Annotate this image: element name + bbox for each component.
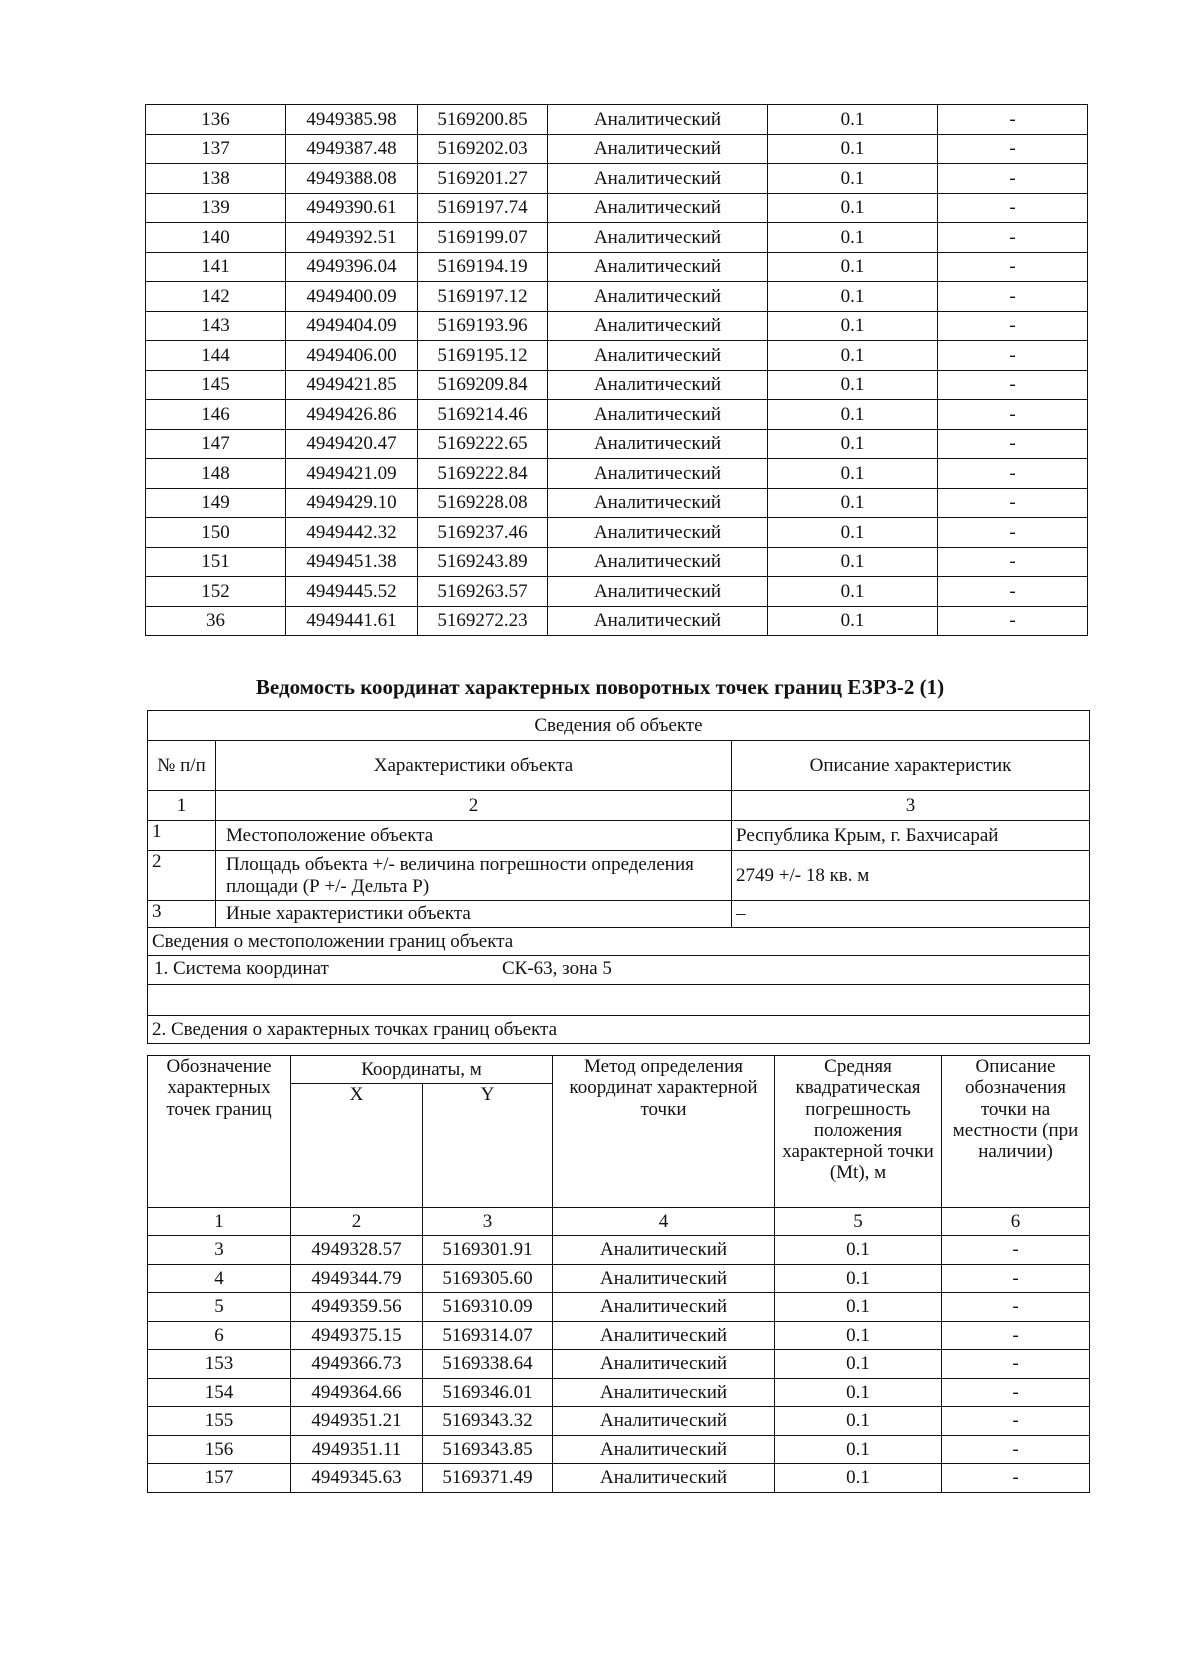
description: - — [938, 341, 1088, 371]
index-cell: 5 — [775, 1208, 942, 1236]
table-row — [146, 282, 1088, 312]
coord-y: 5169343.85 — [423, 1435, 553, 1464]
col-description-header: Описание характеристик — [732, 741, 1090, 791]
table-row — [146, 606, 1088, 636]
coord-y: 5169272.23 — [418, 606, 548, 636]
error-header: Средняя квадратическая погрешность положения характерной точки (Mt), м — [775, 1056, 942, 1208]
coord-x: 4949364.66 — [291, 1378, 423, 1407]
error: 0.1 — [775, 1321, 942, 1350]
coord-system-label: 1. Система координат — [154, 958, 329, 979]
error: 0.1 — [768, 193, 938, 223]
point-id: 142 — [146, 282, 286, 312]
coord-y: 5169222.65 — [418, 429, 548, 459]
table-row — [148, 1464, 1090, 1493]
divider — [148, 984, 1089, 985]
point-id: 137 — [146, 134, 286, 164]
method: Аналитический — [553, 1321, 775, 1350]
table-row — [146, 223, 1088, 253]
table-row — [146, 311, 1088, 341]
table-row — [148, 1378, 1090, 1407]
method: Аналитический — [548, 577, 768, 607]
method: Аналитический — [548, 105, 768, 135]
error: 0.1 — [775, 1464, 942, 1493]
coord-y: 5169305.60 — [423, 1264, 553, 1293]
error: 0.1 — [768, 459, 938, 489]
method: Аналитический — [553, 1236, 775, 1265]
error: 0.1 — [768, 547, 938, 577]
coord-y: 5169343.32 — [423, 1407, 553, 1436]
method: Аналитический — [548, 459, 768, 489]
table-row — [146, 400, 1088, 430]
coord-y: 5169314.07 — [423, 1321, 553, 1350]
table-row — [148, 1236, 1090, 1265]
description: - — [938, 223, 1088, 253]
point-id: 148 — [146, 459, 286, 489]
coord-y: 5169237.46 — [418, 518, 548, 548]
error: 0.1 — [775, 1264, 942, 1293]
method: Аналитический — [548, 134, 768, 164]
description: - — [938, 252, 1088, 282]
error: 0.1 — [768, 400, 938, 430]
point-id: 140 — [146, 223, 286, 253]
row-label: Иные характеристики объекта — [216, 901, 732, 928]
coord-x: 4949359.56 — [291, 1293, 423, 1322]
point-id: 154 — [148, 1378, 291, 1407]
description: - — [938, 429, 1088, 459]
point-id: 147 — [146, 429, 286, 459]
coord-y: 5169371.49 — [423, 1464, 553, 1493]
point-id: 6 — [148, 1321, 291, 1350]
row-value: Республика Крым, г. Бахчисарай — [732, 821, 1090, 851]
coord-x: 4949351.11 — [291, 1435, 423, 1464]
coord-y: 5169194.19 — [418, 252, 548, 282]
description: - — [938, 193, 1088, 223]
coord-x: 4949421.09 — [286, 459, 418, 489]
description: - — [942, 1464, 1090, 1493]
method: Аналитический — [548, 282, 768, 312]
coord-y: 5169197.12 — [418, 282, 548, 312]
coord-y: 5169214.46 — [418, 400, 548, 430]
points-table-body — [148, 1056, 1090, 1493]
coord-y: 5169193.96 — [418, 311, 548, 341]
index-cell: 1 — [148, 791, 216, 821]
coord-system-value: СК-63, зона 5 — [502, 958, 612, 979]
coord-y: 5169199.07 — [418, 223, 548, 253]
coord-x: 4949396.04 — [286, 252, 418, 282]
error: 0.1 — [768, 223, 938, 253]
method: Аналитический — [553, 1350, 775, 1379]
table-row — [146, 134, 1088, 164]
point-id: 145 — [146, 370, 286, 400]
point-id: 153 — [148, 1350, 291, 1379]
coord-x: 4949451.38 — [286, 547, 418, 577]
method: Аналитический — [548, 370, 768, 400]
coord-y: 5169202.03 — [418, 134, 548, 164]
error: 0.1 — [768, 370, 938, 400]
table-row — [148, 1350, 1090, 1379]
coord-x: 4949392.51 — [286, 223, 418, 253]
error: 0.1 — [775, 1407, 942, 1436]
error: 0.1 — [775, 1236, 942, 1265]
description: - — [938, 518, 1088, 548]
table-row — [146, 459, 1088, 489]
table-row — [146, 370, 1088, 400]
coord-y: 5169243.89 — [418, 547, 548, 577]
description: - — [938, 134, 1088, 164]
description: - — [942, 1264, 1090, 1293]
table-row — [146, 429, 1088, 459]
coord-x: 4949388.08 — [286, 164, 418, 194]
coord-x: 4949420.47 — [286, 429, 418, 459]
error: 0.1 — [768, 105, 938, 135]
row-number: 2 — [148, 851, 216, 901]
description: - — [938, 105, 1088, 135]
table-row — [148, 1264, 1090, 1293]
description: - — [938, 577, 1088, 607]
coord-x: 4949387.48 — [286, 134, 418, 164]
point-id: 150 — [146, 518, 286, 548]
index-row — [148, 1208, 1090, 1236]
coord-y: 5169195.12 — [418, 341, 548, 371]
point-id: 141 — [146, 252, 286, 282]
point-id: 152 — [146, 577, 286, 607]
description: - — [938, 606, 1088, 636]
point-id: 156 — [148, 1435, 291, 1464]
description: - — [942, 1236, 1090, 1265]
method-header: Метод определения координат характерной точки — [553, 1056, 775, 1208]
description: - — [938, 488, 1088, 518]
row-value: – — [732, 901, 1090, 928]
method: Аналитический — [553, 1293, 775, 1322]
index-cell: 3 — [423, 1208, 553, 1236]
error: 0.1 — [768, 341, 938, 371]
error: 0.1 — [768, 282, 938, 312]
table-row — [146, 341, 1088, 371]
point-id: 36 — [146, 606, 286, 636]
method: Аналитический — [553, 1264, 775, 1293]
table-row — [146, 547, 1088, 577]
coord-x: 4949404.09 — [286, 311, 418, 341]
method: Аналитический — [548, 400, 768, 430]
top-table-body — [146, 105, 1088, 636]
method: Аналитический — [548, 193, 768, 223]
point-id: 139 — [146, 193, 286, 223]
description: - — [942, 1378, 1090, 1407]
table-row — [146, 193, 1088, 223]
row-value: 2749 +/- 18 кв. м — [732, 851, 1090, 901]
method: Аналитический — [548, 341, 768, 371]
point-id: 136 — [146, 105, 286, 135]
col-number-header: № п/п — [148, 741, 216, 791]
coord-y: 5169201.27 — [418, 164, 548, 194]
method: Аналитический — [553, 1407, 775, 1436]
table-row — [148, 1407, 1090, 1436]
object-info-header: Сведения об объекте — [148, 711, 1090, 741]
coord-y: 5169222.84 — [418, 459, 548, 489]
method: Аналитический — [548, 606, 768, 636]
coord-x: 4949406.00 — [286, 341, 418, 371]
coord-x: 4949426.86 — [286, 400, 418, 430]
point-id: 3 — [148, 1236, 291, 1265]
table-row — [146, 105, 1088, 135]
method: Аналитический — [553, 1435, 775, 1464]
x-header: X — [291, 1084, 423, 1208]
coord-system-row — [148, 956, 1090, 1016]
method: Аналитический — [548, 252, 768, 282]
coord-x: 4949441.61 — [286, 606, 418, 636]
method: Аналитический — [548, 311, 768, 341]
coord-x: 4949344.79 — [291, 1264, 423, 1293]
method: Аналитический — [553, 1378, 775, 1407]
description: - — [938, 164, 1088, 194]
coord-y: 5169200.85 — [418, 105, 548, 135]
coord-x: 4949445.52 — [286, 577, 418, 607]
point-id: 155 — [148, 1407, 291, 1436]
error: 0.1 — [768, 134, 938, 164]
point-id: 4 — [148, 1264, 291, 1293]
error: 0.1 — [775, 1350, 942, 1379]
coord-y: 5169209.84 — [418, 370, 548, 400]
points-header: 2. Сведения о характерных точках границ объекта — [148, 1016, 1090, 1044]
info-row — [148, 901, 1090, 928]
description: - — [942, 1407, 1090, 1436]
coord-x: 4949421.85 — [286, 370, 418, 400]
info-row — [148, 851, 1090, 901]
error: 0.1 — [768, 518, 938, 548]
error: 0.1 — [768, 606, 938, 636]
info-row — [148, 821, 1090, 851]
table-row — [146, 577, 1088, 607]
designation-header: Обозначение характерных точек границ — [148, 1056, 291, 1208]
coord-y: 5169310.09 — [423, 1293, 553, 1322]
coord-x: 4949390.61 — [286, 193, 418, 223]
point-id: 143 — [146, 311, 286, 341]
error: 0.1 — [768, 429, 938, 459]
description: - — [938, 459, 1088, 489]
description: - — [942, 1321, 1090, 1350]
table-row — [146, 252, 1088, 282]
point-id: 151 — [146, 547, 286, 577]
description: - — [942, 1435, 1090, 1464]
method: Аналитический — [548, 223, 768, 253]
coord-x: 4949385.98 — [286, 105, 418, 135]
error: 0.1 — [775, 1293, 942, 1322]
method: Аналитический — [548, 429, 768, 459]
coord-y: 5169338.64 — [423, 1350, 553, 1379]
coord-y: 5169346.01 — [423, 1378, 553, 1407]
row-label: Местоположение объекта — [216, 821, 732, 851]
error: 0.1 — [768, 577, 938, 607]
point-id: 5 — [148, 1293, 291, 1322]
table-row — [148, 1435, 1090, 1464]
method: Аналитический — [548, 547, 768, 577]
coord-x: 4949328.57 — [291, 1236, 423, 1265]
document-title: Ведомость координат характерных поворотных точек границ ЕЗРЗ-2 (1) — [255, 675, 945, 699]
row-label: Площадь объекта +/- величина погрешности определения площади (Р +/- Дельта Р) — [216, 851, 732, 901]
error: 0.1 — [768, 252, 938, 282]
table-row — [146, 488, 1088, 518]
coord-x: 4949400.09 — [286, 282, 418, 312]
coord-y: 5169228.08 — [418, 488, 548, 518]
coord-x: 4949351.21 — [291, 1407, 423, 1436]
index-cell: 1 — [148, 1208, 291, 1236]
description: - — [942, 1293, 1090, 1322]
point-id: 144 — [146, 341, 286, 371]
table-row — [146, 164, 1088, 194]
coord-y: 5169263.57 — [418, 577, 548, 607]
error: 0.1 — [768, 311, 938, 341]
index-cell: 3 — [732, 791, 1090, 821]
error: 0.1 — [768, 488, 938, 518]
description: - — [938, 282, 1088, 312]
point-id: 138 — [146, 164, 286, 194]
method: Аналитический — [553, 1464, 775, 1493]
row-number: 1 — [148, 821, 216, 851]
point-id: 157 — [148, 1464, 291, 1493]
description: - — [938, 547, 1088, 577]
coord-x: 4949442.32 — [286, 518, 418, 548]
coord-x: 4949345.63 — [291, 1464, 423, 1493]
table-row — [148, 1293, 1090, 1322]
method: Аналитический — [548, 488, 768, 518]
boundary-points-table — [147, 1055, 1090, 1493]
description-header: Описание обозначения точки на местности (при наличии) — [942, 1056, 1090, 1208]
error: 0.1 — [768, 164, 938, 194]
row-number: 3 — [148, 901, 216, 928]
coord-x: 4949375.15 — [291, 1321, 423, 1350]
method: Аналитический — [548, 164, 768, 194]
coord-y: 5169197.74 — [418, 193, 548, 223]
top-coordinates-table — [145, 104, 1088, 636]
index-cell: 4 — [553, 1208, 775, 1236]
error: 0.1 — [775, 1378, 942, 1407]
object-info-table — [147, 710, 1090, 1044]
location-header: Сведения о местоположении границ объекта — [148, 928, 1090, 956]
coords-header: Координаты, м — [291, 1056, 553, 1084]
error: 0.1 — [775, 1435, 942, 1464]
col-characteristics-header: Характеристики объекта — [216, 741, 732, 791]
description: - — [938, 400, 1088, 430]
table-row — [148, 1321, 1090, 1350]
table-row — [146, 518, 1088, 548]
index-cell: 6 — [942, 1208, 1090, 1236]
y-header: Y — [423, 1084, 553, 1208]
method: Аналитический — [548, 518, 768, 548]
coord-x: 4949429.10 — [286, 488, 418, 518]
description: - — [942, 1350, 1090, 1379]
coord-y: 5169301.91 — [423, 1236, 553, 1265]
point-id: 146 — [146, 400, 286, 430]
point-id: 149 — [146, 488, 286, 518]
index-cell: 2 — [216, 791, 732, 821]
description: - — [938, 311, 1088, 341]
coord-x: 4949366.73 — [291, 1350, 423, 1379]
description: - — [938, 370, 1088, 400]
index-cell: 2 — [291, 1208, 423, 1236]
